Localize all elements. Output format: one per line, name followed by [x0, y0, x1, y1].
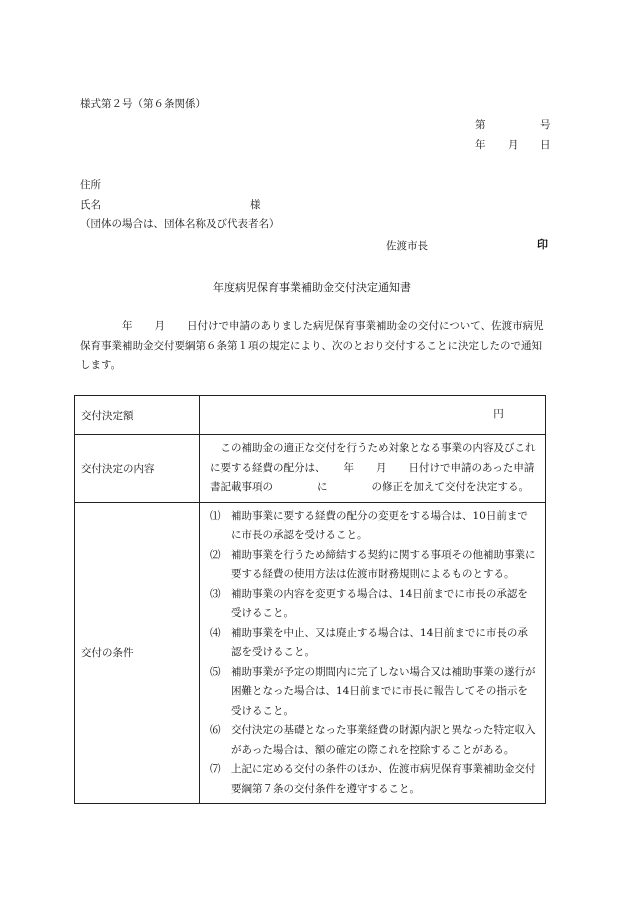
content-row	[75, 435, 546, 503]
content-text-2: 日付けで申請のあった申請書記載事項の	[210, 461, 535, 493]
condition-text: 補助事業が予定の期間内に完了しない場合又は補助事業の遂行が困難となった場合は、14日前までに市長に報告してその指示を受けること。	[231, 665, 536, 717]
body-text: 日付けで申請のありました病児保育事業補助金の交付について、佐渡市病児保育事業補助金交付要綱第６条第１項の規定により、次のとおり交付することに決定したので通知します。	[80, 320, 544, 371]
condition-text: 補助事業を中止、又は廃止する場合は、14日前までに市長の承認を受けること。	[231, 626, 528, 658]
amount-row	[75, 396, 546, 435]
condition-item	[210, 624, 537, 663]
condition-text: 補助事業の内容を変更する場合は、14日前までに市長の承認を受けること。	[231, 587, 528, 619]
condition-number: ⑵	[210, 548, 221, 561]
condition-number: ⑴	[210, 509, 221, 522]
condition-number: ⑺	[210, 763, 221, 775]
condition-text: 補助事業に要する経費の配分の変更をする場合は、10日前までに市長の承認を受けること。	[231, 509, 528, 541]
decision-table	[74, 395, 546, 804]
content-text-3: の修正を加えて交付を決定する。	[371, 481, 529, 493]
condition-number: ⑶	[210, 587, 221, 600]
content-cell	[200, 435, 546, 503]
issuer-title: 佐渡市長	[386, 240, 428, 252]
body-nen: 年	[122, 320, 133, 332]
date-nen: 年	[475, 139, 486, 151]
amount-label: 交付決定額	[75, 396, 200, 435]
condition-item	[210, 507, 537, 546]
condition-text: 上記に定める交付の条件のほか、佐渡市病児保育事業補助金交付要綱第７条の交付条件を遵守すること。	[231, 763, 536, 795]
condition-item	[210, 585, 537, 624]
date-hi: 日	[540, 139, 551, 151]
condition-item	[210, 546, 537, 585]
content-tsuki: 月	[376, 461, 387, 474]
recipient-address: 住所	[80, 179, 101, 191]
date-tsuki: 月	[508, 139, 519, 151]
seal-mark: 印	[537, 238, 548, 251]
conditions-row	[75, 502, 546, 804]
recipient-note: （団体の場合は、団体名称及び代表者名）	[80, 218, 280, 230]
content-nen: 年	[343, 461, 354, 474]
condition-number: ⑷	[210, 626, 221, 639]
conditions-cell	[200, 502, 546, 804]
condition-number: ⑸	[210, 665, 221, 678]
number-dai: 第	[475, 119, 486, 131]
conditions-label: 交付の条件	[75, 502, 200, 804]
condition-number: ⑹	[210, 724, 221, 736]
condition-text: 補助事業を行うため締結する契約に関する事項その他補助事業に要する経費の使用方法は佐渡市財務規則によるものとする。	[231, 548, 536, 580]
condition-item	[210, 721, 537, 760]
recipient-sama: 様	[250, 199, 261, 211]
condition-item	[210, 663, 537, 722]
condition-item	[210, 760, 537, 799]
body-paragraph	[80, 317, 552, 376]
content-label: 交付決定の内容	[75, 435, 200, 503]
form-label: 様式第２号（第６条関係）	[80, 98, 206, 110]
condition-text: 交付決定の基礎となった事業経費の財源内訳と異なった特定収入があった場合は、額の確定の際これを控除することがある。	[231, 724, 536, 756]
amount-unit: 円	[200, 396, 546, 435]
body-tsuki: 月	[154, 320, 165, 332]
content-ni: に	[317, 481, 328, 493]
recipient-name: 氏名	[80, 199, 101, 211]
document-title: 年度病児保育事業補助金交付決定通知書	[213, 281, 411, 294]
number-go: 号	[540, 119, 551, 131]
content-text-1: この補助金の適正な交付を行うため対象となる事業の内容及びこれに要する経費の配分は、	[210, 442, 536, 474]
content-paragraph	[210, 439, 537, 498]
